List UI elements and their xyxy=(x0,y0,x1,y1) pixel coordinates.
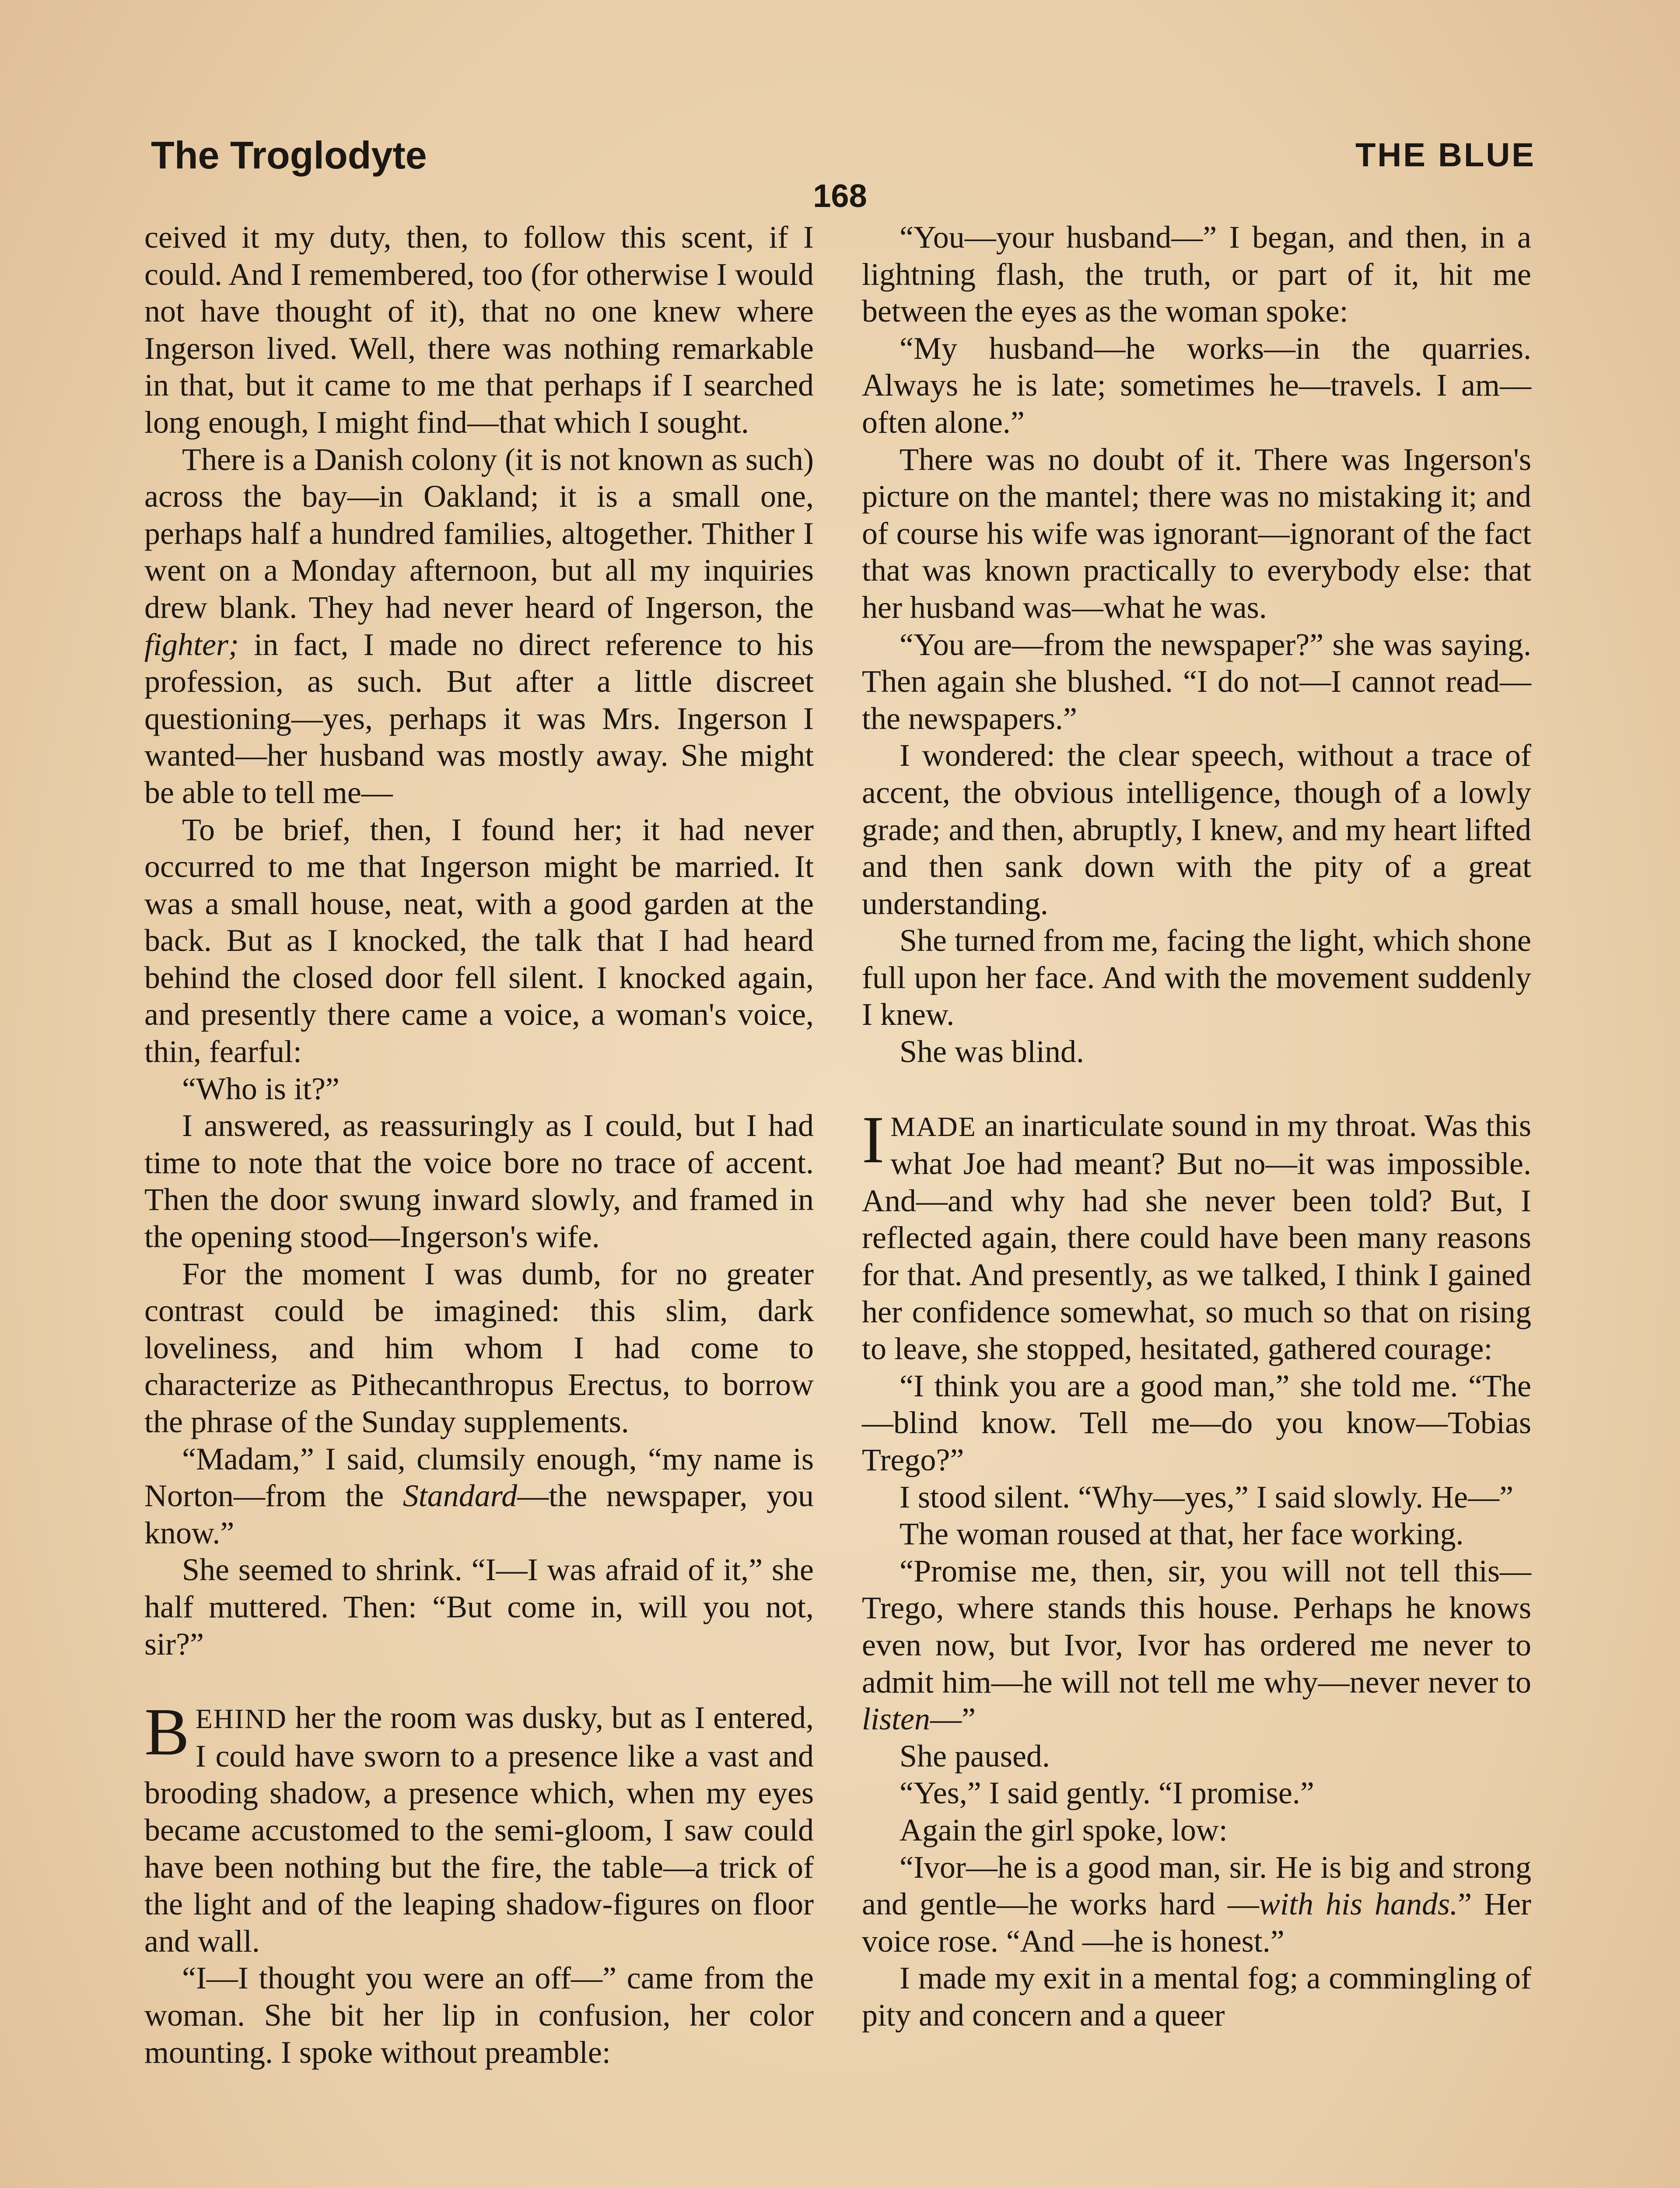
paragraph: She seemed to shrink. “I—I was afraid of it,” she half muttered. Then: “But come in, will you not, sir?” xyxy=(144,1552,814,1662)
emphasis-text: with his hands. xyxy=(1259,1886,1458,1922)
drop-cap: B xyxy=(144,1695,189,1770)
paragraph: “Yes,” I said gently. “I promise.” xyxy=(900,1775,1314,1811)
paragraph: There was no doubt of it. There was Ingerson's picture on the mantel; there was no mistaking it; and of course his wife was ignorant—ignorant of the fact that was known practically to everybody else: that her husband was—what he was. xyxy=(862,442,1531,625)
paragraph xyxy=(144,441,814,811)
paragraph: She paused. xyxy=(900,1738,1050,1774)
paragraph-text: “Promise me, then, sir, you will not tell this—Trego, where stands this house. Perhaps he knows even now, but Ivor, Ivor has ordered me never to admit him—he will not tell me why—never never to xyxy=(862,1553,1531,1700)
paragraph: “Who is it?” xyxy=(182,1071,340,1106)
paragraph: I answered, as reassuringly as I could, but I had time to note that the voice bore no trace of accent. Then the door swung inward slowly, and framed in the opening stood—Ingerson's wife. xyxy=(144,1108,814,1255)
paragraph: “I—I thought you were an off—” came from the woman. She bit her lip in confusion, her color mounting. I spoke without preamble: xyxy=(144,1960,814,2070)
left-column xyxy=(144,219,814,2071)
story-title: The Troglodyte xyxy=(151,133,427,177)
paragraph-text: “Madam,” I said, clumsily enough, “my name is Norton—from the xyxy=(144,1441,814,1514)
paragraph-text: “Ivor—he is a good man, sir. He is big and strong and gentle—he works hard — xyxy=(862,1849,1531,1922)
paragraph: ceived it my duty, then, to follow this scent, if I could. And I remembered, too (for otherwise I would not have thought of it), that no one knew where Ingerson lived. Well, there was nothing remarkable in that, but it came to me that perhaps if I searched long enough, I might find—that which I sought. xyxy=(144,220,814,440)
paragraph xyxy=(144,1441,814,1552)
paragraph: She turned from me, facing the light, which shone full upon her face. And with the movement suddenly I knew. xyxy=(862,923,1531,1032)
page-number: 168 xyxy=(813,178,867,214)
emphasis-text: fighter; xyxy=(144,627,239,662)
paragraph: “You—your husband—” I began, and then, in a lightning flash, the truth, or part of it, hit me between the eyes as the woman spoke: xyxy=(862,220,1531,329)
paragraph-text: There is a Danish colony (it is not known as such) across the bay—in Oakland; it is a small one, perhaps half a hundred families, altogether. Thither I went on a Monday afternoon, but all my inquiries drew blank. They had never heard of Ingerson, the xyxy=(144,442,814,625)
paragraph: For the moment I was dumb, for no greater contrast could be imagined: this slim, dark loveliness, and him whom I had come to characterize as Pithecanthropus Erectus, to borrow the phrase of the Sunday supplements. xyxy=(144,1256,814,1439)
paragraph xyxy=(862,1553,1531,1738)
paragraph-text: —the newspaper, you know.” xyxy=(144,1478,814,1550)
lead-word: EHIND xyxy=(195,1703,287,1735)
paragraph: Again the girl spoke, low: xyxy=(900,1812,1228,1848)
paragraph: I made my exit in a mental fog; a commingling of pity and concern and a queer xyxy=(862,1960,1531,2033)
paragraph: She was blind. xyxy=(900,1034,1084,1069)
paragraph: “You are—from the newspaper?” she was saying. Then again she blushed. “I do not—I cannot read—the newspapers.” xyxy=(862,627,1531,736)
paragraph-text: in fact, I made no direct reference to his profession, as such. But after a little discreet questioning—yes, perhaps it was Mrs. Ingerson I wanted—her husband was mostly away. She might be able to tell me— xyxy=(144,627,814,810)
running-header xyxy=(151,131,1536,179)
drop-cap: I xyxy=(862,1102,885,1177)
paragraph xyxy=(862,1849,1531,1960)
right-column xyxy=(862,219,1531,2034)
paragraph-text: her the room was dusky, but as I entered, I could have sworn to a presence like a vast and brooding shadow, a presence which, when my eyes became accustomed to the semi-gloom, I saw could have been nothing but the fire, the table—a trick of the light and of the leaping shadow-figures on floor and wall. xyxy=(144,1700,814,1959)
section-paragraph xyxy=(144,1695,814,1960)
paragraph: “My husband—he works—in the quarries. Always he is late; sometimes he—travels. I am—often alone.” xyxy=(862,330,1531,440)
paragraph-text: —” xyxy=(930,1701,976,1737)
paragraph: “I think you are a good man,” she told me. “The—blind know. Tell me—do you know—Tobias Trego?” xyxy=(862,1368,1531,1477)
emphasis-text: Standard xyxy=(402,1478,518,1514)
lead-word: MADE xyxy=(890,1111,976,1142)
paragraph-text: ” Her voice rose. “And —he is honest.” xyxy=(862,1886,1532,1959)
paragraph-text: an inarticulate sound in my throat. Was this what Joe had meant? But no—it was impossible. And—and why had she never been told? But, I reflected again, there could have been many reasons for that. And presently, as we talked, I think I gained her confidence somewhat, so much so that on rising to leave, she stopped, hesitated, gathered courage: xyxy=(862,1108,1531,1367)
magazine-title: THE BLUE xyxy=(1355,137,1536,174)
paragraph: To be brief, then, I found her; it had never occurred to me that Ingerson might be married. It was a small house, neat, with a good garden at the back. But as I knocked, the talk that I had heard behind the closed door fell silent. I knocked again, and presently there came a voice, a woman's voice, thin, fearful: xyxy=(144,812,814,1069)
section-paragraph xyxy=(862,1102,1531,1368)
paragraph: The woman roused at that, her face working. xyxy=(900,1516,1464,1552)
paragraph: I wondered: the clear speech, without a trace of accent, the obvious intelligence, though of a lowly grade; and then, abruptly, I knew, and my heart lifted and then sank down with the pity of a great understanding. xyxy=(862,738,1531,921)
emphasis-text: listen xyxy=(862,1701,930,1737)
paragraph: I stood silent. “Why—yes,” I said slowly. He—” xyxy=(900,1479,1514,1515)
